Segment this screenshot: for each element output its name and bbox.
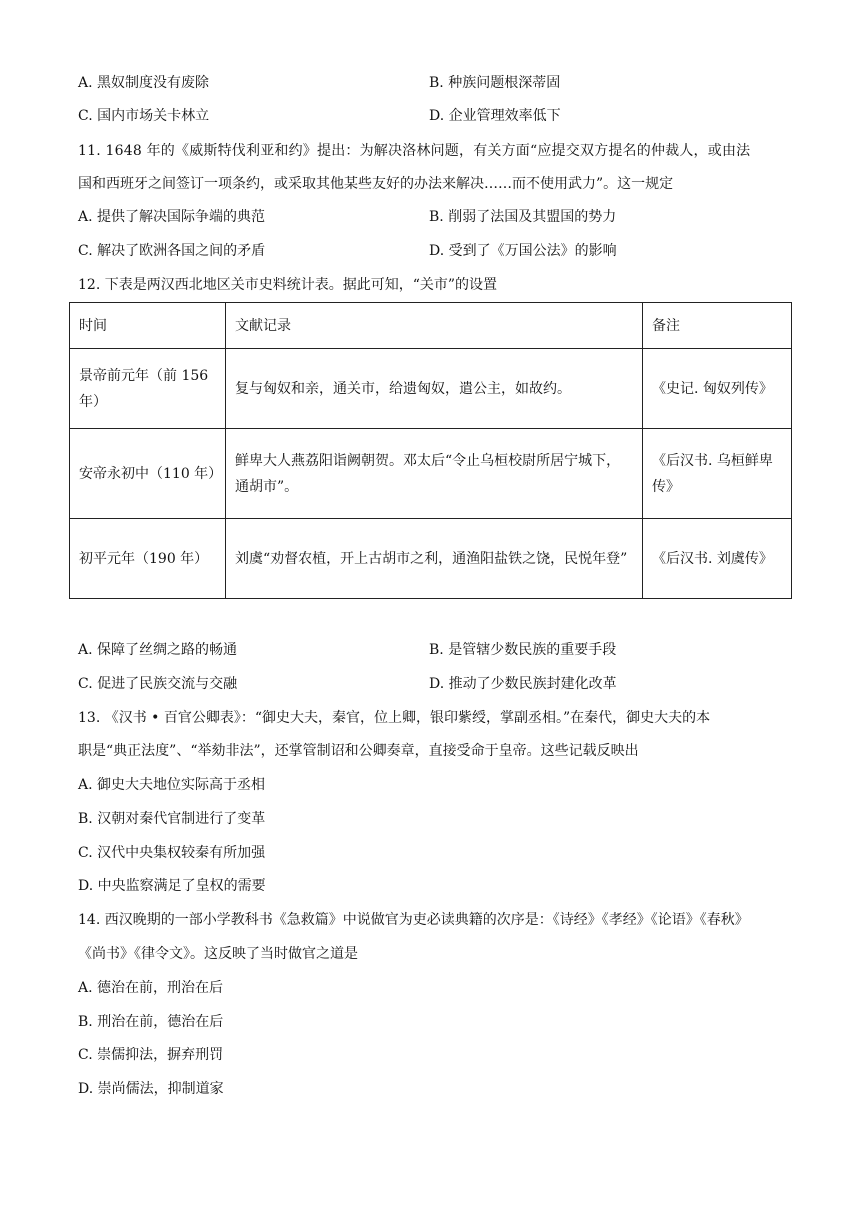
q10-option-c: C. 国内市场关卡林立 (78, 108, 210, 124)
q14-option-c: C. 崇儒抑法，摒弃刑罚 (78, 1047, 224, 1063)
q11-option-b: B. 削弱了法国及其盟国的势力 (429, 209, 617, 225)
q10-option-a: A. 黑奴制度没有废除 (78, 75, 210, 91)
q14-option-b: B. 刑治在前，德治在后 (78, 1014, 224, 1030)
q10-option-b: B. 种族问题根深蒂固 (429, 75, 561, 91)
table-cell-note: 《后汉书. 乌桓鲜卑传》 (643, 429, 792, 519)
q11-stem-line2: 国和西班牙之间签订一项条约，或采取其他某些友好的办法来解决……而不使用武力”。这一规定 (78, 176, 674, 192)
table-cell-time: 初平元年（190 年） (70, 519, 226, 599)
table-row (70, 429, 792, 519)
table-row (70, 519, 792, 599)
q14-stem-line2: 《尚书》《律令文》。这反映了当时做官之道是 (78, 946, 358, 962)
q11-option-c: C. 解决了欧洲各国之间的矛盾 (78, 243, 266, 259)
q11-option-d: D. 受到了《万国公法》的影响 (429, 243, 617, 259)
q12-option-d: D. 推动了少数民族封建化改革 (429, 676, 617, 692)
table-cell-time: 景帝前元年（前 156 年） (70, 349, 226, 429)
table-cell-time: 安帝永初中（110 年） (70, 429, 226, 519)
q13-stem-line2: 职是“典正法度”、“举劾非法”，还掌管制诏和公卿奏章，直接受命于皇帝。这些记载反映出 (78, 743, 639, 759)
q14-option-a: A. 德治在前，刑治在后 (78, 980, 224, 996)
q13-option-a: A. 御史大夫地位实际高于丞相 (78, 777, 266, 793)
q11-option-a: A. 提供了解决国际争端的典范 (78, 209, 266, 225)
table-cell-record: 复与匈奴和亲，通关市，给遗匈奴，遣公主，如故约。 (226, 349, 643, 429)
table-row (70, 349, 792, 429)
q12-history-table (69, 302, 792, 599)
table-cell-record: 鲜卑大人燕荔阳诣阙朝贺。邓太后“令止乌桓校尉所居宁城下，通胡市”。 (226, 429, 643, 519)
q12-stem: 12. 下表是两汉西北地区关市史料统计表。据此可知，“关市”的设置 (78, 277, 498, 293)
q11-stem-line1: 11. 1648 年的《威斯特伐利亚和约》提出：为解决洛林问题，有关方面“应提交双方提名的仲裁人，或由法 (78, 143, 751, 159)
table-header-time: 时间 (70, 303, 226, 349)
q14-stem-line1: 14. 西汉晚期的一部小学教科书《急救篇》中说做官为吏必读典籍的次序是：《诗经》《孝经》《论语》《春秋》 (78, 912, 749, 928)
q13-stem-line1: 13. 《汉书 • 百官公卿表》：“御史大夫，秦官，位上卿，银印紫绶，掌副丞相。”在秦代，御史大夫的本 (78, 710, 711, 726)
table-header-record: 文献记录 (226, 303, 643, 349)
q14-option-d: D. 崇尚儒法，抑制道家 (78, 1081, 224, 1097)
table-header-row (70, 303, 792, 349)
q12-option-b: B. 是管辖少数民族的重要手段 (429, 642, 617, 658)
q12-option-a: A. 保障了丝绸之路的畅通 (78, 642, 238, 658)
table-header-note: 备注 (643, 303, 792, 349)
table-cell-note: 《后汉书. 刘虞传》 (643, 519, 792, 599)
table-cell-note: 《史记. 匈奴列传》 (643, 349, 792, 429)
q10-option-d: D. 企业管理效率低下 (429, 108, 561, 124)
q13-option-c: C. 汉代中央集权较秦有所加强 (78, 845, 266, 861)
table-cell-record: 刘虞“劝督农植，开上古胡市之利，通渔阳盐铁之饶，民悦年登” (226, 519, 643, 599)
q12-option-c: C. 促进了民族交流与交融 (78, 676, 238, 692)
q13-option-b: B. 汉朝对秦代官制进行了变革 (78, 811, 266, 827)
q13-option-d: D. 中央监察满足了皇权的需要 (78, 878, 266, 894)
